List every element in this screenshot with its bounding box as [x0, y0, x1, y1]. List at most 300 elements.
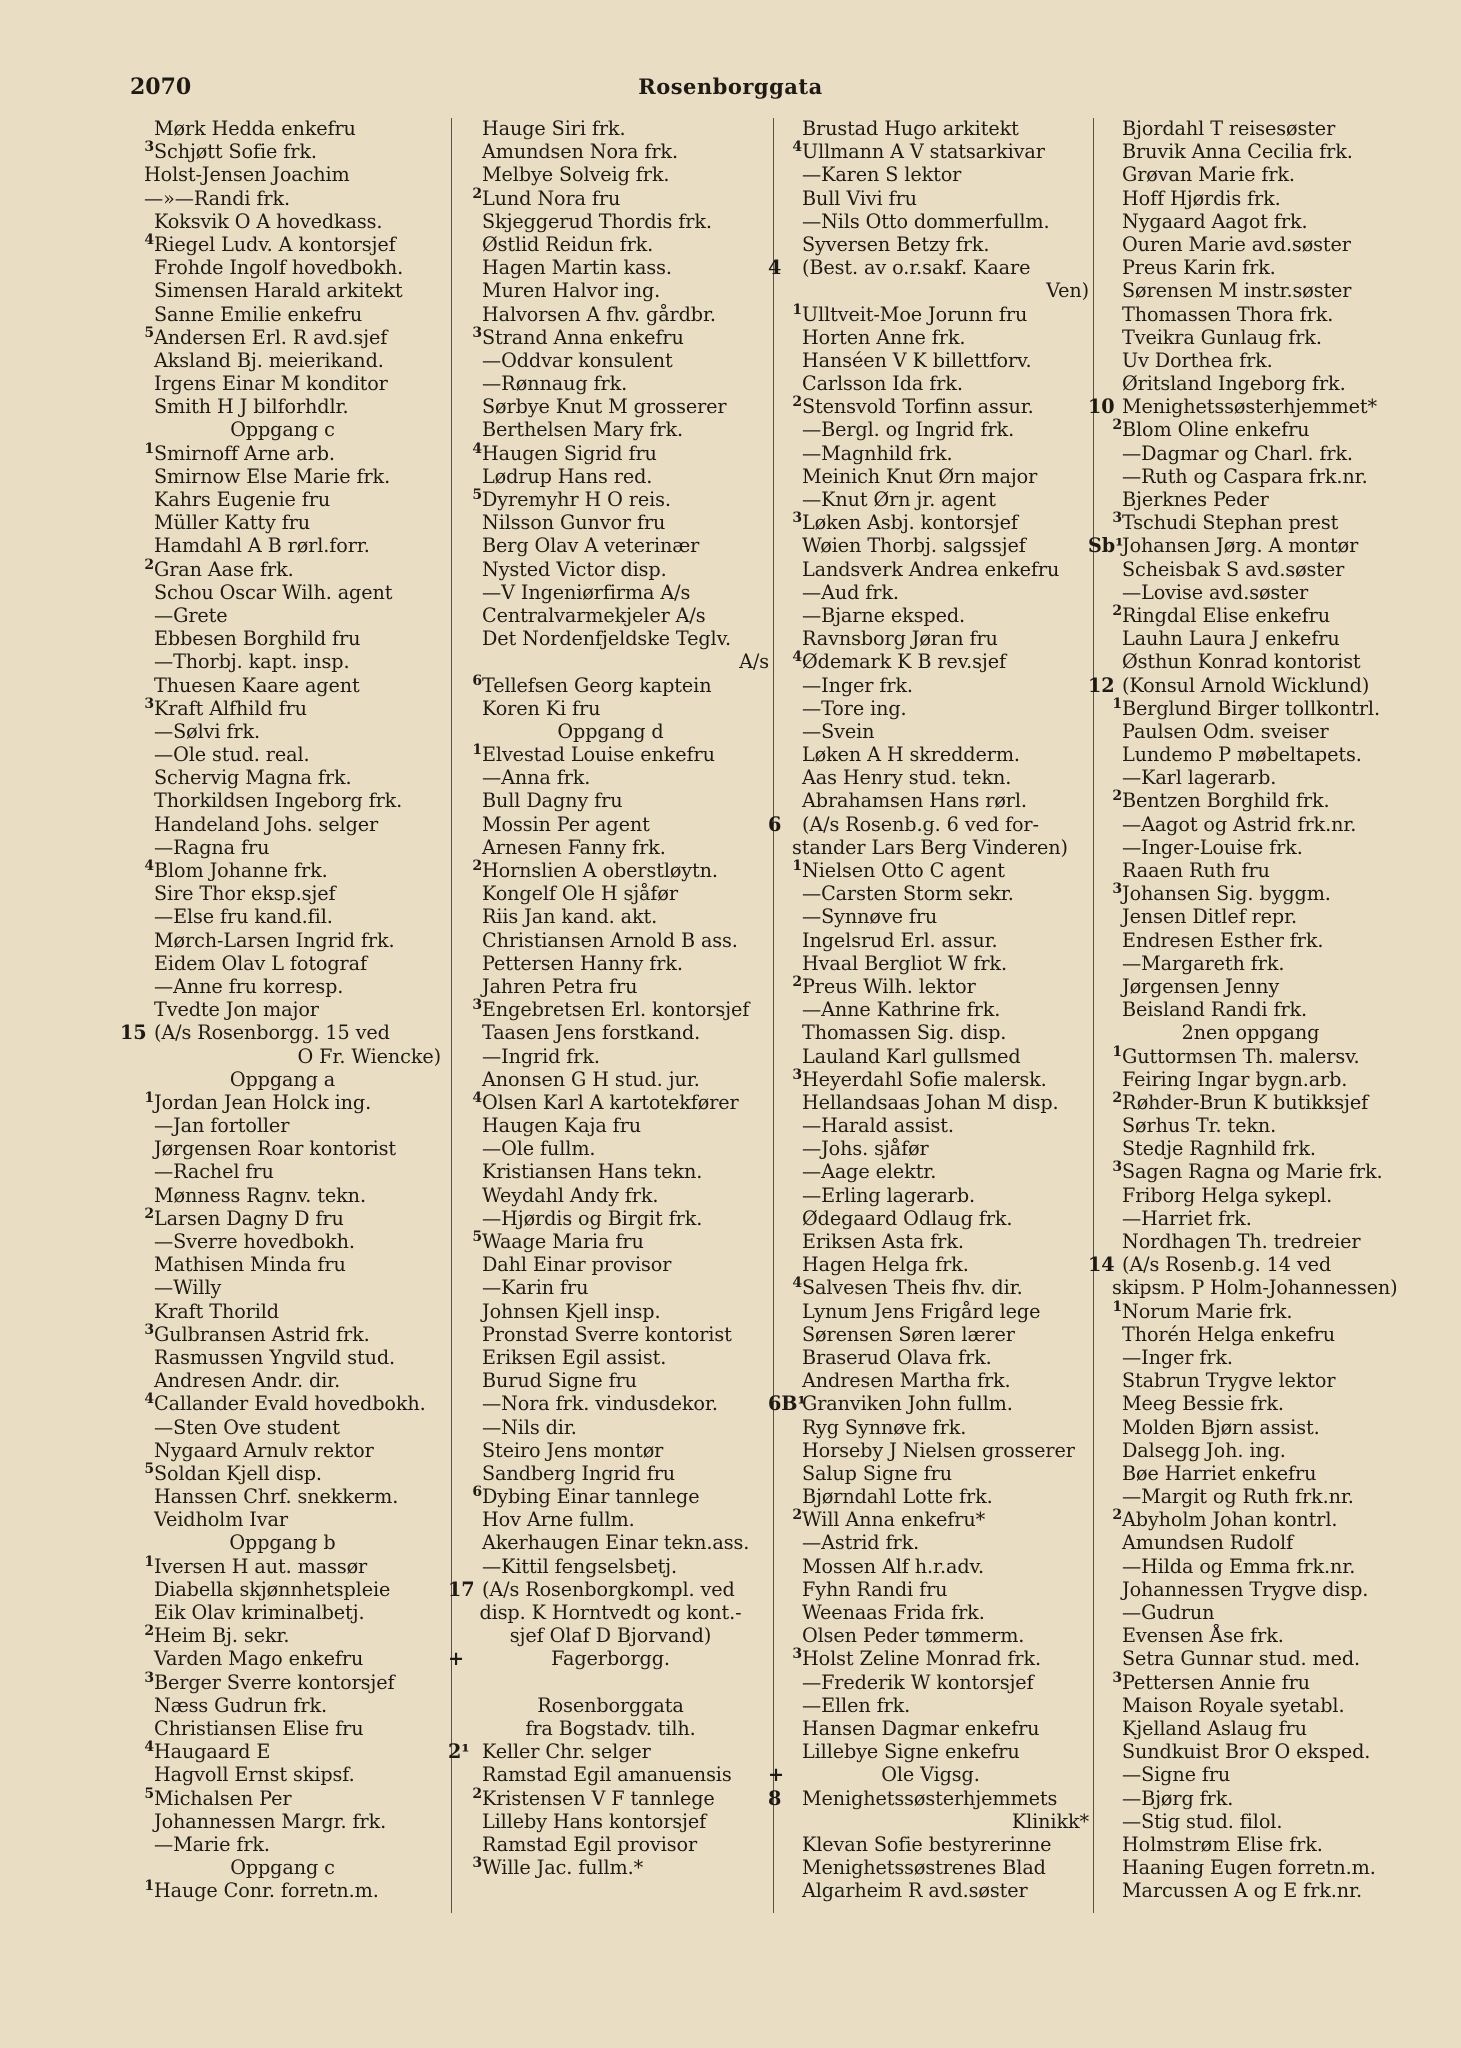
directory-entry — [1088, 395, 1413, 418]
entry-text: Kristiansen Hans tekn. — [482, 1160, 703, 1184]
entry-prefix: + — [448, 1647, 464, 1671]
entry-text: Sire Thor eksp.sjef — [154, 882, 336, 906]
directory-entry — [120, 998, 445, 1021]
entry-prefix: 5 — [472, 1230, 482, 1245]
directory-entry — [768, 1508, 1093, 1531]
entry-text: Sørensen Søren lærer — [802, 1322, 1015, 1346]
entry-text: Irgens Einar M konditor — [154, 372, 388, 396]
entry-text: Carlsson Ida frk. — [802, 372, 963, 396]
directory-entry — [448, 442, 773, 465]
directory-entry — [1088, 372, 1413, 395]
entry-text: Johansen Jørg. A montør — [1122, 534, 1359, 558]
entry-text: Ullmann A V statsarkivar — [802, 140, 1045, 164]
directory-entry — [768, 1717, 1093, 1740]
entry-text: Gulbransen Astrid frk. — [154, 1322, 370, 1346]
directory-entry — [768, 1555, 1093, 1578]
directory-entry — [1088, 1601, 1413, 1624]
directory-entry — [768, 1137, 1093, 1160]
entry-text: Mossin Per agent — [482, 812, 650, 836]
entry-prefix: 3 — [472, 325, 482, 341]
entry-text: Guttormsen Th. malersv. — [1122, 1044, 1360, 1068]
entry-prefix: 1 — [144, 441, 154, 457]
directory-entry — [448, 187, 773, 210]
entry-text: Nilsson Gunvor fru — [482, 511, 666, 535]
entry-text: Mørk Hedda enkefru — [154, 117, 356, 140]
directory-entry — [1088, 1091, 1413, 1114]
entry-text: Preus Wilh. lektor — [802, 974, 976, 998]
entry-text: —Frederik W kontorsjef — [802, 1670, 1034, 1694]
directory-entry — [1088, 1555, 1413, 1578]
entry-prefix: 1 — [792, 859, 802, 874]
entry-text: Burud Signe fru — [482, 1369, 637, 1393]
entry-text: Ramstad Egil amanuensis — [482, 1763, 732, 1787]
directory-entry — [120, 1021, 445, 1044]
directory-entry — [1088, 465, 1413, 488]
directory-entry — [448, 697, 773, 720]
directory-entry — [768, 349, 1093, 372]
entry-text: —Margareth frk. — [1122, 951, 1285, 975]
directory-entry — [768, 720, 1093, 743]
entry-text: Endresen Esther frk. — [1122, 928, 1324, 952]
directory-entry — [768, 1833, 1093, 1856]
entry-text: Mathisen Minda fru — [154, 1253, 346, 1277]
entry-text: Sørensen M instr.søster — [1122, 279, 1352, 303]
directory-entry — [448, 1671, 773, 1694]
entry-text: —Knut Ørn jr. agent — [802, 488, 996, 511]
entry-text: Løken Asbj. kontorsjef — [802, 511, 1018, 535]
entry-text: Skjeggerud Thordis frk. — [482, 209, 712, 233]
entry-text: Steiro Jens montør — [482, 1438, 664, 1462]
entry-text: Grøvan Marie frk. — [1122, 163, 1295, 187]
directory-entry — [448, 1763, 773, 1786]
directory-entry — [1088, 604, 1413, 627]
entry-text: Bull Dagny fru — [482, 789, 623, 813]
entry-text: Klinikk* — [1011, 1809, 1089, 1833]
directory-entry — [768, 1787, 1093, 1810]
entry-text: Haugen Sigrid fru — [482, 441, 657, 465]
directory-entry — [768, 743, 1093, 766]
entry-text: —Stig stud. filol. — [1122, 1809, 1283, 1833]
directory-entry — [1088, 1578, 1413, 1601]
entry-text: Strand Anna enkefru — [482, 325, 684, 349]
entry-text: Meeg Bessie frk. — [1122, 1392, 1284, 1416]
directory-entry — [768, 1763, 1093, 1786]
directory-entry — [448, 975, 773, 998]
entry-text: Nielsen Otto C agent — [802, 859, 1005, 882]
entry-text: Abyholm Johan kontrl. — [1122, 1508, 1338, 1532]
entry-prefix: 4 — [144, 859, 154, 874]
entry-prefix: 3 — [144, 1670, 154, 1686]
entry-text: Anonsen G H stud. jur. — [482, 1067, 700, 1091]
directory-entry — [1088, 627, 1413, 650]
entry-text: Thuesen Kaare agent — [154, 673, 360, 697]
directory-entry — [1088, 581, 1413, 604]
entry-text: Røhder-Brun K butikksjef — [1122, 1090, 1369, 1114]
entry-text: Kraft Thorild — [154, 1299, 279, 1323]
entry-text: Heyerdahl Sofie malersk. — [802, 1067, 1047, 1091]
entry-text: Ole Vigsg. — [881, 1763, 980, 1787]
entry-text: Evensen Åse frk. — [1122, 1624, 1284, 1648]
directory-entry — [768, 279, 1093, 302]
directory-entry — [768, 1671, 1093, 1694]
directory-entry — [120, 720, 445, 743]
entry-text: —Sten Ove student — [154, 1415, 340, 1439]
entry-prefix: 5 — [144, 1461, 154, 1477]
directory-entry — [448, 1555, 773, 1578]
directory-entry — [448, 1021, 773, 1044]
directory-entry — [448, 1369, 773, 1392]
entry-prefix: 8 — [768, 1786, 782, 1810]
entry-text: Berglund Birger tollkontrl. — [1122, 696, 1380, 720]
directory-entry — [1088, 1230, 1413, 1253]
entry-text: —Johs. sjåfør — [802, 1137, 929, 1161]
directory-entry — [1088, 720, 1413, 743]
entry-text: Wille Jac. fullm.* — [482, 1856, 644, 1880]
directory-entry — [120, 488, 445, 511]
directory-entry — [768, 1416, 1093, 1439]
directory-entry — [1088, 1787, 1413, 1810]
directory-entry — [448, 1160, 773, 1183]
entry-text: Ravnsborg Jøran fru — [802, 627, 998, 651]
entry-text: Nordhagen Th. tredreier — [1122, 1230, 1361, 1253]
entry-text: Ven) — [1046, 279, 1089, 303]
directory-entry — [448, 372, 773, 395]
directory-entry — [1088, 418, 1413, 441]
directory-entry — [448, 1647, 773, 1670]
directory-entry — [1088, 929, 1413, 952]
directory-entry — [120, 952, 445, 975]
entry-prefix: + — [768, 1763, 784, 1787]
entry-text: Larsen Dagny D fru — [154, 1206, 344, 1230]
directory-entry — [768, 1207, 1093, 1230]
directory-entry — [448, 581, 773, 604]
entry-prefix: 2¹ — [448, 1740, 470, 1764]
entry-text: Abrahamsen Hans rørl. — [802, 789, 1027, 813]
entry-prefix: 1 — [1112, 1299, 1122, 1315]
directory-entry — [448, 1392, 773, 1415]
directory-entry — [120, 1068, 445, 1091]
directory-entry — [448, 1694, 773, 1717]
entry-text: —Thorbj. kapt. insp. — [154, 650, 350, 674]
entry-prefix: 4 — [472, 441, 482, 457]
entry-text: —Ingrid frk. — [482, 1044, 600, 1068]
directory-entry — [448, 1439, 773, 1462]
entry-text: —Bergl. og Ingrid frk. — [802, 418, 1015, 442]
directory-entry — [120, 1601, 445, 1624]
entry-text: Horseby J Nielsen grosserer — [802, 1438, 1075, 1462]
entry-text: Mossen Alf h.r.adv. — [802, 1554, 984, 1578]
directory-entry — [1088, 326, 1413, 349]
entry-text: Kraft Alfhild fru — [154, 696, 307, 720]
directory-entry — [768, 256, 1093, 279]
entry-text: Oppgang b — [229, 1531, 336, 1555]
entry-text: Koren Ki fru — [482, 696, 601, 720]
directory-entry — [1088, 442, 1413, 465]
directory-entry — [768, 465, 1093, 488]
entry-prefix: 3 — [1112, 1670, 1122, 1686]
entry-text: Berthelsen Mary frk. — [482, 418, 684, 442]
entry-text: Schervig Magna frk. — [154, 766, 352, 790]
entry-text: Aksland Bj. meierikand. — [154, 348, 384, 372]
entry-text: Sanne Emilie enkefru — [154, 302, 363, 326]
directory-entry — [448, 882, 773, 905]
entry-text: Holmstrøm Elise frk. — [1122, 1832, 1323, 1856]
entry-text: —Ruth og Caspara frk.nr. — [1122, 464, 1368, 488]
entry-text: Hvaal Bergliot W frk. — [802, 951, 1007, 975]
directory-entry — [448, 1230, 773, 1253]
entry-text: Fagerborgg. — [551, 1647, 670, 1671]
directory-entry — [768, 140, 1093, 163]
directory-entry — [120, 117, 445, 140]
entry-text: Mørch-Larsen Ingrid frk. — [154, 928, 395, 952]
directory-entry — [768, 1856, 1093, 1879]
entry-text: Thorén Helga enkefru — [1122, 1322, 1336, 1346]
entry-prefix: 2 — [472, 1786, 482, 1802]
entry-text: Bjordahl T reisesøster — [1122, 117, 1336, 140]
directory-entry — [1088, 1763, 1413, 1786]
entry-text: Lund Nora fru — [482, 186, 621, 210]
entry-prefix: 12 — [1088, 673, 1115, 697]
entry-text: Christiansen Elise fru — [154, 1716, 364, 1740]
directory-entry — [768, 1184, 1093, 1207]
entry-text: —Grete — [154, 603, 228, 627]
entry-text: Scheisbak S avd.søster — [1122, 557, 1345, 581]
entry-text: Taasen Jens forstkand. — [482, 1021, 701, 1045]
directory-entry — [120, 442, 445, 465]
entry-text: —Margit og Ruth frk.nr. — [1122, 1485, 1354, 1509]
entry-text: 2nen oppgang — [1181, 1021, 1320, 1045]
entry-text: —Harriet frk. — [1122, 1206, 1252, 1230]
directory-entry — [1088, 1045, 1413, 1068]
entry-text: Lilleby Hans kontorsjef — [482, 1809, 707, 1833]
directory-entry — [768, 975, 1093, 998]
directory-entry — [768, 418, 1093, 441]
directory-entry — [768, 233, 1093, 256]
entry-text: Soldan Kjell disp. — [154, 1461, 322, 1485]
directory-entry — [448, 1346, 773, 1369]
directory-entry — [120, 1694, 445, 1717]
entry-text: Holst-Jensen Joachim — [144, 163, 350, 187]
entry-text: Friborg Helga sykepl. — [1122, 1183, 1333, 1207]
directory-entry — [768, 789, 1093, 812]
entry-text: Heim Bj. sekr. — [154, 1624, 290, 1648]
entry-text: Johnsen Kjell insp. — [482, 1299, 661, 1323]
entry-text: —Hjørdis og Birgit frk. — [482, 1206, 703, 1230]
entry-text: Weenaas Frida frk. — [802, 1601, 985, 1624]
entry-text: Ramstad Egil provisor — [482, 1832, 698, 1856]
entry-text: Amundsen Rudolf — [1122, 1531, 1294, 1555]
directory-entry — [768, 1647, 1093, 1670]
directory-entry — [448, 140, 773, 163]
entry-text: Eik Olav kriminalbetj. — [154, 1601, 365, 1624]
directory-entry — [448, 1740, 773, 1763]
directory-entry — [768, 1578, 1093, 1601]
entry-text: Mønness Ragnv. tekn. — [154, 1183, 366, 1207]
directory-entry — [448, 929, 773, 952]
entry-text: Hamdahl A B rørl.forr. — [154, 534, 370, 558]
entry-prefix: 1 — [1112, 1044, 1122, 1060]
directory-entry — [448, 859, 773, 882]
directory-entry — [1088, 1671, 1413, 1694]
directory-entry — [768, 1879, 1093, 1902]
entry-text: Ingelsrud Erl. assur. — [802, 928, 998, 952]
directory-entry — [1088, 743, 1413, 766]
directory-entry — [448, 1787, 773, 1810]
entry-text: Holst Zeline Monrad frk. — [802, 1647, 1041, 1671]
directory-entry — [448, 1810, 773, 1833]
directory-entry — [120, 1439, 445, 1462]
directory-entry — [1088, 558, 1413, 581]
entry-text: Handeland Johs. selger — [154, 812, 379, 836]
directory-entry — [120, 1787, 445, 1810]
directory-entry — [120, 905, 445, 928]
entry-text: Bull Vivi fru — [802, 186, 917, 210]
entry-text: fra Bogstadv. tilh. — [525, 1716, 696, 1740]
entry-text: Salup Signe fru — [802, 1461, 952, 1485]
directory-entry — [1088, 1485, 1413, 1508]
entry-text: Aas Henry stud. tekn. — [802, 766, 1012, 790]
directory-entry — [768, 1694, 1093, 1717]
directory-entry — [120, 372, 445, 395]
entry-text: Oppgang c — [230, 418, 335, 442]
directory-entry — [1088, 1369, 1413, 1392]
directory-entry — [448, 1578, 773, 1601]
directory-entry — [768, 1392, 1093, 1415]
directory-entry — [1088, 1207, 1413, 1230]
entry-text: Kahrs Eugenie fru — [154, 488, 331, 511]
entry-text: Ødemark K B rev.sjef — [802, 650, 1006, 674]
entry-text: Waage Maria fru — [482, 1230, 644, 1253]
directory-entry — [768, 581, 1093, 604]
entry-text: Norum Marie frk. — [1122, 1299, 1293, 1323]
entry-text: Fyhn Randi fru — [802, 1577, 948, 1601]
entry-prefix: 4 — [472, 1090, 482, 1106]
entry-text: Ebbesen Borghild fru — [154, 627, 361, 651]
entry-prefix: 2 — [472, 186, 482, 202]
directory-entry — [120, 650, 445, 673]
directory-entry — [120, 766, 445, 789]
entry-text: —Inger-Louise frk. — [1122, 835, 1303, 859]
directory-entry — [120, 303, 445, 326]
directory-entry — [448, 279, 773, 302]
directory-entry — [120, 1624, 445, 1647]
entry-prefix: 1 — [144, 1554, 154, 1570]
entry-prefix: 15 — [120, 1021, 147, 1045]
entry-text: —Sølvi frk. — [154, 719, 260, 743]
entry-text: —Astrid frk. — [802, 1531, 920, 1555]
directory-entry — [1088, 279, 1413, 302]
directory-entry — [768, 442, 1093, 465]
entry-text: Lillebye Signe enkefru — [802, 1740, 1020, 1764]
directory-entry — [448, 604, 773, 627]
directory-entry — [1088, 1647, 1413, 1670]
entry-text: —Nils Otto dommerfullm. — [802, 209, 1050, 233]
directory-entry — [1088, 534, 1413, 557]
directory-entry — [448, 349, 773, 372]
entry-text: Landsverk Andrea enkefru — [802, 557, 1060, 581]
directory-entry — [768, 534, 1093, 557]
entry-text: Johannessen Trygve disp. — [1122, 1577, 1369, 1601]
directory-entry — [448, 1045, 773, 1068]
directory-entry — [120, 697, 445, 720]
entry-text: Feiring Ingar bygn.arb. — [1122, 1067, 1348, 1091]
entry-text: Hagen Helga frk. — [802, 1253, 969, 1277]
directory-entry — [120, 1578, 445, 1601]
entry-text: Næss Gudrun frk. — [154, 1693, 327, 1717]
entry-text: —Ragna fru — [154, 835, 270, 859]
entry-text: Pronstad Sverre kontorist — [482, 1322, 732, 1346]
directory-entry — [1088, 1508, 1413, 1531]
directory-entry — [120, 1810, 445, 1833]
entry-text: —Aage elektr. — [802, 1160, 937, 1184]
directory-entry — [448, 511, 773, 534]
entry-text: Engebretsen Erl. kontorsjef — [482, 998, 750, 1022]
entry-text: Arnesen Fanny frk. — [482, 835, 666, 859]
entry-text: Riegel Ludv. A kontorsjef — [154, 232, 396, 256]
entry-prefix: 4 — [792, 1276, 802, 1292]
entry-prefix: 3 — [1112, 882, 1122, 898]
entry-text: —Willy — [154, 1276, 222, 1300]
directory-entry — [768, 1323, 1093, 1346]
directory-entry — [1088, 1253, 1413, 1276]
entry-text: Hov Arne fullm. — [482, 1508, 635, 1532]
entry-text: Oppgang c — [230, 1856, 335, 1880]
directory-entry — [448, 233, 773, 256]
entry-text: —Else fru kand.fil. — [154, 905, 333, 929]
entry-text: Uv Dorthea frk. — [1122, 348, 1273, 372]
entry-text: —Anne Kathrine frk. — [802, 998, 1001, 1022]
directory-entry — [448, 813, 773, 836]
directory-entry — [448, 674, 773, 697]
entry-text: Haaning Eugen forretn.m. — [1122, 1856, 1376, 1880]
directory-entry — [1088, 952, 1413, 975]
entry-text: Christiansen Arnold B ass. — [482, 928, 738, 952]
entry-text: (A/s Rosenb.g. 14 ved — [1122, 1253, 1332, 1277]
directory-entry — [1088, 1160, 1413, 1183]
entry-text: Smirnow Else Marie frk. — [154, 464, 391, 488]
directory-entry — [768, 1230, 1093, 1253]
directory-entry — [448, 163, 773, 186]
directory-entry — [120, 233, 445, 256]
entry-text: Østlid Reidun frk. — [482, 232, 654, 256]
directory-entry — [448, 418, 773, 441]
directory-entry — [1088, 1531, 1413, 1554]
directory-entry — [768, 1740, 1093, 1763]
directory-entry — [448, 1137, 773, 1160]
entry-text: Maison Royale syetabl. — [1122, 1693, 1345, 1717]
entry-prefix: 2 — [792, 1508, 802, 1524]
entry-text: Nygaard Aagot frk. — [1122, 209, 1308, 233]
entry-prefix: Sb¹ — [1088, 534, 1124, 558]
entry-prefix: 14 — [1088, 1253, 1115, 1277]
directory-entry — [1088, 1462, 1413, 1485]
entry-text: —Dagmar og Charl. frk. — [1122, 441, 1353, 465]
directory-entry — [768, 1021, 1093, 1044]
directory-entry — [1088, 975, 1413, 998]
directory-entry — [448, 465, 773, 488]
entry-text: —Rachel fru — [154, 1160, 274, 1184]
entry-text: —Synnøve fru — [802, 905, 938, 929]
directory-entry — [1088, 303, 1413, 326]
entry-prefix: 2 — [472, 859, 482, 874]
directory-entry — [768, 558, 1093, 581]
entry-text: Raaen Ruth fru — [1122, 859, 1270, 882]
entry-text: Bjørndahl Lotte frk. — [802, 1485, 993, 1509]
directory-entry — [768, 1114, 1093, 1137]
entry-text: Frohde Ingolf hovedbokh. — [154, 256, 404, 280]
directory-entry — [120, 1763, 445, 1786]
entry-prefix: 3 — [792, 1067, 802, 1083]
